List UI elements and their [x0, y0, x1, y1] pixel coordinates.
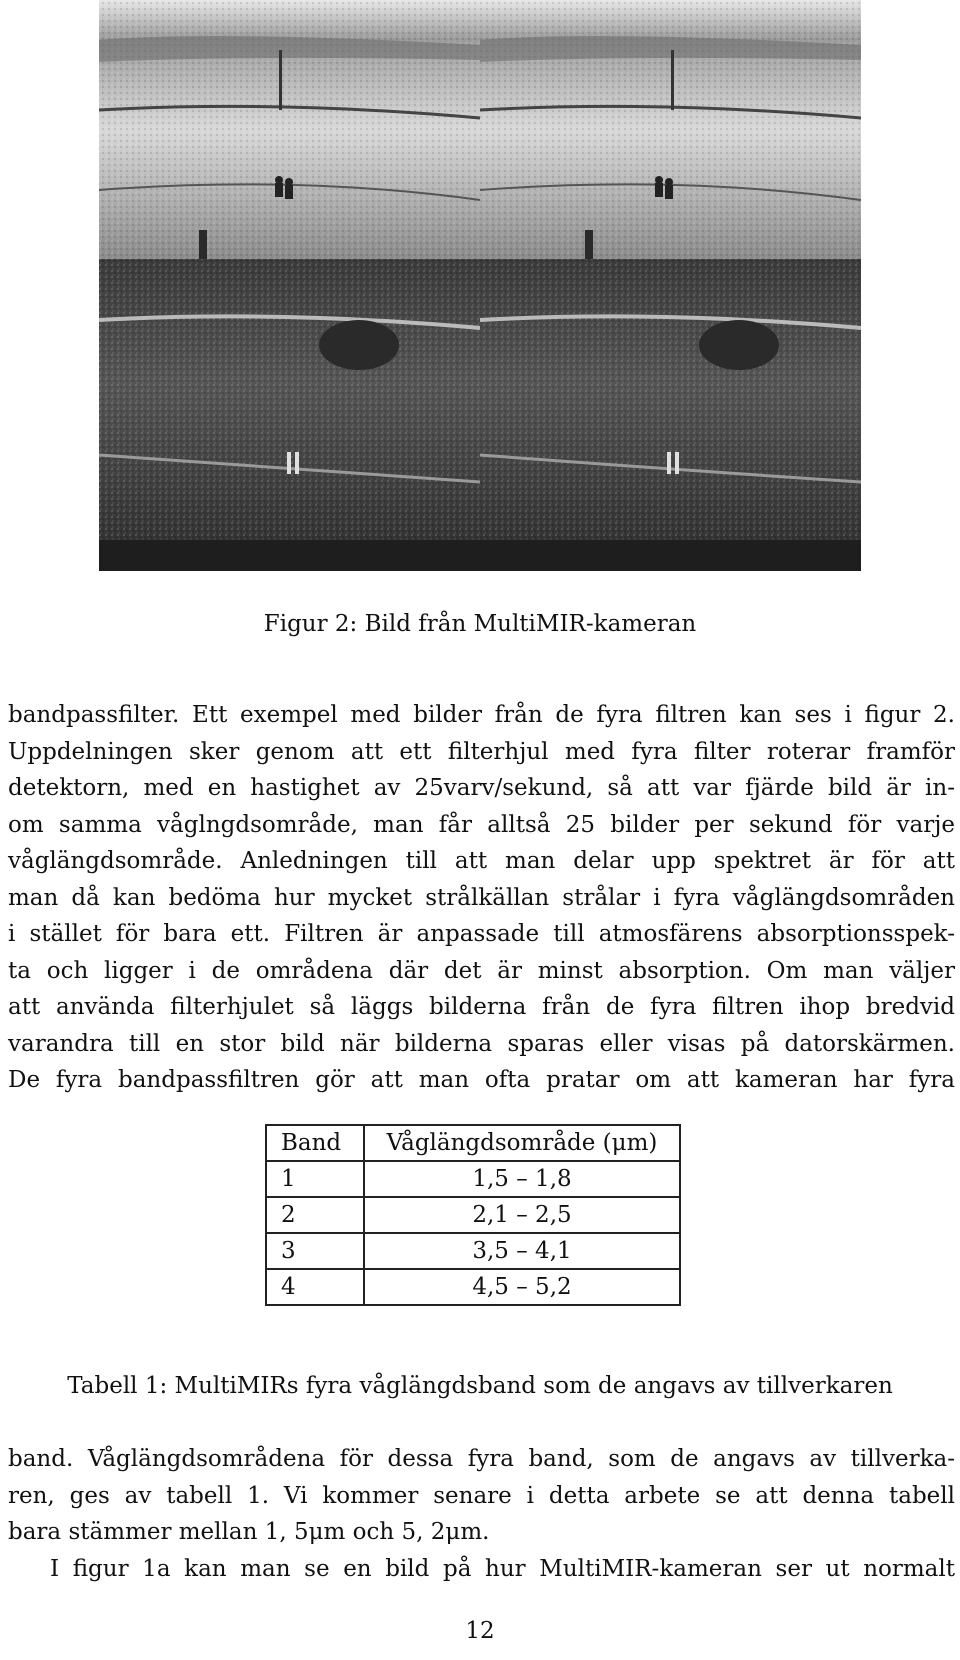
- text-line: våglängdsområde. Anledningen till att man delar upp spektret är för att: [8, 848, 955, 874]
- table-row: [266, 1269, 680, 1305]
- text-line: bara stämmer mellan 1, 5μm och 5, 2μm.: [8, 1519, 490, 1545]
- text-line: bandpassfilter. Ett exempel med bilder från de fyra filtren kan ses i figur 2.: [8, 702, 955, 728]
- text-line: varandra till en stor bild när bilderna sparas eller visas på datorskärmen.: [8, 1030, 955, 1057]
- text-line: ta och ligger i de områdena där det är minst absorption. Om man väljer: [8, 957, 955, 984]
- band-cell: 2: [266, 1197, 364, 1233]
- text-line: Uppdelningen sker genom att ett filterhjul med fyra filter roterar framför: [8, 738, 955, 765]
- text-line: man då kan bedöma hur mycket strålkällan strålar i fyra våglängdsområden: [8, 884, 955, 911]
- table-header-row: [266, 1125, 680, 1161]
- multimir-figure: [99, 0, 861, 571]
- page-number: 12: [465, 1618, 495, 1644]
- wavelength-band-table: [265, 1124, 681, 1306]
- table-row: [266, 1161, 680, 1197]
- table-row: [266, 1233, 680, 1269]
- panel-band-1: [99, 0, 480, 260]
- text-line: detektorn, med en hastighet av 25varv/sekund, så att var fjärde bild är in-: [8, 775, 955, 801]
- panel-band-2: [480, 0, 861, 260]
- table-row: [266, 1197, 680, 1233]
- header-wavelength: Våglängdsområde (μm): [364, 1125, 680, 1161]
- text-line: att använda filterhjulet så läggs bilderna från de fyra filtren ihop bredvid: [8, 994, 955, 1020]
- text-line: De fyra bandpassfiltren gör att man ofta pratar om att kameran har fyra: [8, 1067, 955, 1093]
- text-line: band. Våglängdsområdena för dessa fyra band, som de angavs av tillverka-: [8, 1446, 955, 1472]
- paragraph-2: [8, 1441, 955, 1587]
- band-cell: 4: [266, 1269, 364, 1305]
- range-cell: 4,5 – 5,2: [364, 1269, 680, 1305]
- text-line: i stället för bara ett. Filtren är anpassade till atmosfärens absorptionsspek-: [8, 921, 955, 947]
- range-cell: 1,5 – 1,8: [364, 1161, 680, 1197]
- table-caption: Tabell 1: MultiMIRs fyra våglängdsband som de angavs av tillverkaren: [67, 1373, 893, 1399]
- panel-band-3: [99, 259, 480, 571]
- multimir-image-grid: [99, 0, 861, 571]
- text-line: om samma våglngdsområde, man får alltså 25 bilder per sekund för varje: [8, 811, 955, 838]
- panel-band-4: [480, 259, 861, 571]
- range-cell: 3,5 – 4,1: [364, 1233, 680, 1269]
- band-cell: 3: [266, 1233, 364, 1269]
- range-cell: 2,1 – 2,5: [364, 1197, 680, 1233]
- paragraph-1: [8, 697, 955, 1099]
- text-line: I figur 1a kan man se en bild på hur MultiMIR-kameran ser ut normalt: [50, 1555, 955, 1582]
- text-line: ren, ges av tabell 1. Vi kommer senare i detta arbete se att denna tabell: [8, 1482, 955, 1509]
- header-band: Band: [266, 1125, 364, 1161]
- band-cell: 1: [266, 1161, 364, 1197]
- figure-caption: Figur 2: Bild från MultiMIR-kameran: [263, 611, 697, 637]
